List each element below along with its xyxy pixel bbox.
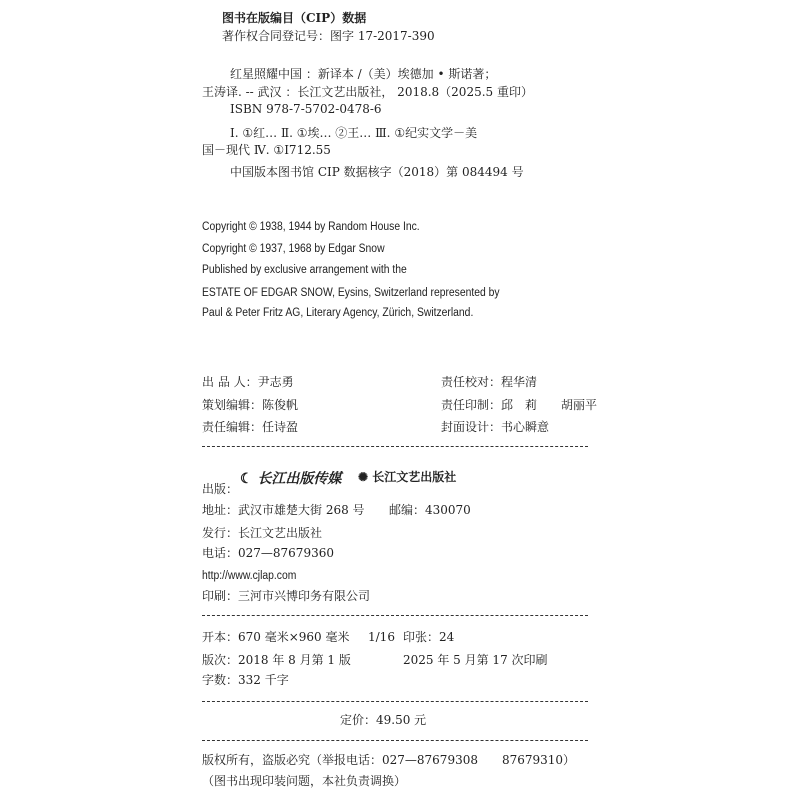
divider (202, 615, 588, 616)
website-link[interactable]: http://www.cjlap.com (202, 570, 297, 582)
cloud-icon: ✺ (358, 470, 369, 484)
changjiang-media-logo: ☾ 长江出版传媒 (240, 471, 342, 487)
word-count: 字数：332 千字 (202, 673, 289, 687)
divider (202, 740, 588, 741)
price: 定价：49.50 元 (340, 713, 427, 727)
cip-line: 国－现代 Ⅳ. ①I712.55 (202, 143, 331, 157)
staff-item: 责任编辑：任诗盈 (202, 420, 299, 434)
staff-item: 责任校对：程华清 (441, 375, 538, 389)
staff-item: 出 品 人：尹志勇 (202, 375, 294, 389)
printing: 2025 年 5 月第 17 次印刷 (403, 653, 548, 667)
registration-number: 著作权合同登记号：图字 17-2017-390 (222, 29, 435, 43)
cip-line: Ⅰ. ①红… Ⅱ. ①埃… ②王… Ⅲ. ①纪实文学－美 (230, 126, 478, 140)
staff-item: 策划编辑：陈俊帆 (202, 398, 299, 412)
staff-item: 责任印制：邱 莉 胡丽平 (441, 398, 598, 412)
format: 开本：670 毫米×960 毫米 (202, 630, 350, 644)
cip-heading: 图书在版编目（CIP）数据 (222, 11, 367, 25)
address: 地址：武汉市雄楚大街 268 号 (202, 503, 365, 517)
cip-number: 中国版本图书馆 CIP 数据核字（2018）第 084494 号 (230, 165, 524, 179)
copyright-line: Copyright © 1938, 1944 by Random House Inc. (202, 221, 420, 233)
copyright-line: Copyright © 1937, 1968 by Edgar Snow (202, 243, 385, 255)
divider (202, 446, 588, 447)
edition: 版次：2018 年 8 月第 1 版 (202, 653, 351, 667)
distributor: 发行：长江文艺出版社 (202, 526, 323, 540)
moon-icon: ☾ (240, 471, 253, 487)
copyright-line: ESTATE OF EDGAR SNOW, Eysins, Switzerland represented by (202, 287, 500, 299)
isbn: ISBN 978-7-5702-0478-6 (230, 102, 382, 116)
phone: 电话：027—87679360 (202, 546, 334, 560)
fraction: 1/16 (368, 630, 395, 644)
divider (202, 701, 588, 702)
postcode: 邮编：430070 (389, 503, 471, 517)
sheets: 印张：24 (403, 630, 455, 644)
rights-notice: 版权所有，盗版必究（举报电话：027—87679308 87679310） (202, 753, 576, 767)
cip-line: 王涛译. -- 武汉 ：长江文艺出版社， 2018.8（2025.5 重印） (202, 85, 533, 99)
copyright-line: Paul & Peter Fritz AG, Literary Agency, Zürich, Switzerland. (202, 307, 474, 319)
copyright-line: Published by exclusive arrangement with the (202, 264, 407, 276)
staff-item: 封面设计：书心瞬意 (441, 420, 550, 434)
printer: 印刷：三河市兴博印务有限公司 (202, 589, 371, 603)
changjiang-arts-logo: ✺ 长江文艺出版社 (358, 470, 457, 484)
publisher-label: 出版： (202, 482, 239, 496)
replacement-notice: （图书出现印装问题，本社负责调换） (202, 774, 407, 788)
cip-line: 红星照耀中国 ：新译本 /（美）埃德加 • 斯诺著； (230, 67, 497, 81)
